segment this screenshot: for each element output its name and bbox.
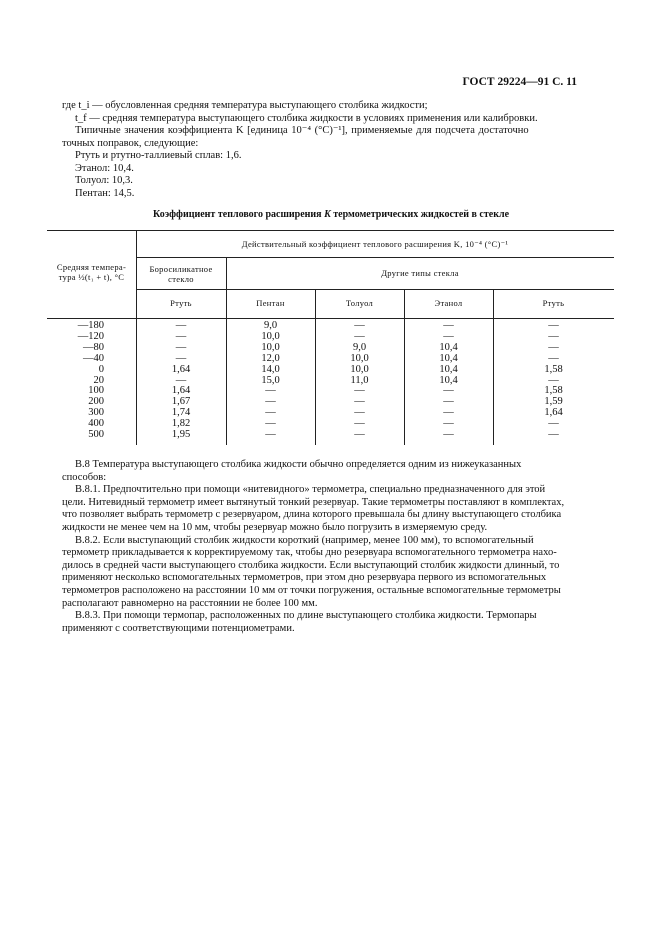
toluene-cell: — bbox=[354, 407, 365, 419]
intro-line-1: где t_i — обусловленная средняя температура выступающего столбика жидкости; bbox=[62, 100, 428, 111]
intro-block bbox=[62, 100, 600, 200]
mercury-other-cell: 1,58 bbox=[544, 363, 563, 375]
intro-value-4: Пентан: 14,5. bbox=[75, 187, 135, 199]
pentane-cell: — bbox=[265, 385, 276, 397]
para-b82-line-6: располагают равномерно на расстоянии не более 100 мм. bbox=[62, 597, 318, 609]
mercury-other-cell: 1,64 bbox=[544, 407, 563, 419]
temperature-cell: —80 bbox=[83, 341, 104, 353]
para-b81-line-3: что позволяет выбрать термометр с резервуаром, длина которого превышала бы длину выступающего столбика bbox=[62, 509, 562, 521]
table-rule-header-2 bbox=[136, 289, 614, 290]
ethanol-cell: — bbox=[443, 407, 454, 419]
mercury-other-cell: — bbox=[548, 330, 559, 342]
ethanol-cell: — bbox=[443, 429, 454, 440]
stub-header-line-1: Средняя темпера- bbox=[56, 262, 127, 272]
temperature-cell: —180 bbox=[77, 320, 104, 331]
col-header-toluene: Толуол bbox=[345, 298, 374, 308]
ethanol-cell: — bbox=[443, 385, 454, 397]
group-borosilicate-line-2: стекло bbox=[168, 274, 194, 284]
ethanol-cell: 10,4 bbox=[439, 374, 458, 386]
table-rule-top bbox=[47, 230, 614, 231]
table-rule-header-1 bbox=[136, 257, 614, 258]
mercury-boro-cell: 1,64 bbox=[171, 363, 191, 375]
stub-header bbox=[47, 262, 136, 282]
pentane-cell: 12,0 bbox=[261, 352, 280, 364]
expansion-table bbox=[47, 230, 614, 445]
para-b81-line-1: В.8.1. Предпочтительно при помощи «нитевидного» термометра, специально предназначенного для этой bbox=[75, 484, 546, 496]
toluene-cell: — bbox=[354, 330, 365, 342]
pentane-cell: — bbox=[265, 396, 276, 408]
mercury-other-cell: 1,58 bbox=[544, 385, 563, 397]
toluene-cell: — bbox=[354, 385, 365, 397]
stub-header-line-2: тура ½(t₁ + t), °C bbox=[58, 272, 125, 282]
ethanol-cell: — bbox=[443, 396, 454, 408]
mercury-boro-cell: 1,82 bbox=[171, 418, 191, 430]
table-rule-header-bottom bbox=[47, 318, 614, 319]
mercury-other-cell: — bbox=[548, 374, 559, 386]
intro-value-1: Ртуть и ртутно-таллиевый сплав: 1,6. bbox=[75, 150, 242, 161]
toluene-cell: — bbox=[354, 429, 365, 440]
mercury-other-cell: — bbox=[548, 341, 559, 353]
mercury-boro-cell: 1,67 bbox=[171, 396, 191, 408]
table-title-symbol: K bbox=[324, 209, 331, 220]
mercury-boro-cell: 1,64 bbox=[171, 385, 191, 397]
temperature-cell: 400 bbox=[88, 418, 104, 430]
mercury-boro-cell: 1,95 bbox=[171, 429, 191, 440]
mercury-other-cell: — bbox=[548, 429, 559, 440]
group-borosilicate-line-1: Боросиликатное bbox=[149, 264, 213, 274]
para-b8-line-1: В.8 Температура выступающего столбика жидкости обычно определяется одним из нижеуказанных bbox=[75, 459, 522, 470]
toluene-cell: 10,0 bbox=[350, 352, 369, 364]
para-b82-line-3: дилось в средней части выступающего столбика жидкости. Если выступающий столбик жидкости длинный, то bbox=[62, 559, 560, 571]
page-header: ГОСТ 29224—91 С. 11 bbox=[462, 76, 577, 88]
mercury-other-cell: — bbox=[548, 418, 559, 430]
intro-line-3: Типичные значения коэффициента K [единица 10⁻⁴ (°C)⁻¹], применяемые для подсчета достаточно bbox=[75, 125, 529, 136]
temperature-cell: 500 bbox=[88, 429, 104, 440]
para-b81-line-2: цели. Нитевидный термометр имеет вытянутый тонкий резервуар. Такие термометры поставляют в комплектах, bbox=[62, 496, 565, 508]
mercury-boro-cell: — bbox=[175, 320, 187, 331]
para-b82-line-5: термометров расположено на расстоянии 10 мм от точки погружения, остальные вспомогательные термометры bbox=[62, 584, 561, 596]
temperature-cell: 100 bbox=[88, 385, 104, 397]
mercury-boro-cell: 1,74 bbox=[171, 407, 191, 419]
temperature-cell: 200 bbox=[88, 396, 104, 408]
col-header-mercury-other: Ртуть bbox=[542, 298, 565, 308]
ethanol-cell: 10,4 bbox=[439, 352, 458, 364]
toluene-cell: — bbox=[354, 418, 365, 430]
para-b82-line-4: применяют несколько вспомогательных термометров, при этом дно резервуара первого из вспомогательных bbox=[62, 572, 547, 584]
toluene-cell: 9,0 bbox=[352, 341, 367, 353]
toluene-cell: 11,0 bbox=[350, 374, 369, 386]
ethanol-cell: 10,4 bbox=[439, 341, 458, 353]
ethanol-cell: — bbox=[443, 320, 454, 331]
temperature-cell: 0 bbox=[98, 363, 104, 375]
toluene-cell: — bbox=[354, 396, 365, 408]
temperature-cell: —120 bbox=[77, 330, 104, 342]
mercury-other-cell: — bbox=[548, 320, 559, 331]
col-header-pentane: Пентан bbox=[256, 298, 285, 308]
toluene-cell: — bbox=[354, 320, 365, 331]
pentane-cell: — bbox=[265, 407, 276, 419]
para-b8-line-2: способов: bbox=[62, 471, 107, 483]
pentane-cell: 10,0 bbox=[261, 330, 280, 342]
intro-value-3: Толуол: 10,3. bbox=[75, 175, 133, 186]
mercury-other-cell: — bbox=[548, 352, 559, 364]
intro-line-4: точных поправок, следующие: bbox=[62, 137, 199, 149]
mercury-boro-cell: — bbox=[175, 352, 187, 364]
ethanol-cell: 10,4 bbox=[439, 363, 458, 375]
ethanol-cell: — bbox=[443, 330, 454, 342]
para-b82-line-1: В.8.2. Если выступающий столбик жидкости короткий (например, менее 100 мм), то вспомогательный bbox=[75, 534, 534, 546]
para-b82-line-2: термометр прикладывается к корректируемому так, чтобы дно резервуара вспомогательного термометра нахо- bbox=[62, 547, 557, 559]
para-b83-line-2: применяют с соответствующими потенциометрами. bbox=[62, 622, 295, 634]
table-title-part-1: Коэффициент теплового расширения bbox=[152, 209, 325, 220]
para-b83-line-1: В.8.3. При помощи термопар, расположенных по длине выступающего столбика жидкости. Термопары bbox=[75, 610, 537, 622]
top-header: Действительный коэффициент теплового расширения K, 10⁻⁴ (°C)⁻¹ bbox=[241, 239, 509, 249]
temperature-cell: 20 bbox=[93, 374, 104, 386]
intro-value-2: Этанол: 10,4. bbox=[75, 162, 134, 174]
group-header-other: Другие типы стекла bbox=[381, 268, 459, 278]
table-title-part-2: термометрических жидкостей в стекле bbox=[330, 209, 510, 220]
ethanol-cell: — bbox=[443, 418, 454, 430]
intro-line-2: t_f — средняя температура выступающего столбика жидкости в условиях применения или калибровки. bbox=[75, 112, 538, 124]
mercury-boro-cell: — bbox=[175, 341, 187, 353]
table-title bbox=[62, 209, 600, 220]
col-header-ethanol: Этанол bbox=[434, 298, 463, 308]
mercury-boro-cell: — bbox=[175, 330, 187, 342]
mercury-other-cell: 1,59 bbox=[544, 396, 563, 408]
para-b81-line-4: жидкости не менее чем на 10 мм, чтобы резервуар можно было погрузить в измеряемую среду. bbox=[62, 521, 488, 533]
body-text bbox=[62, 459, 600, 635]
pentane-cell: 10,0 bbox=[261, 341, 280, 353]
group-header-borosilicate bbox=[136, 264, 226, 284]
pentane-cell: — bbox=[265, 429, 276, 440]
toluene-cell: 10,0 bbox=[350, 363, 369, 375]
col-header-mercury-boro: Ртуть bbox=[170, 298, 192, 308]
temperature-cell: 300 bbox=[88, 407, 104, 419]
pentane-cell: 15,0 bbox=[261, 374, 280, 386]
pentane-cell: 14,0 bbox=[261, 363, 280, 375]
pentane-cell: — bbox=[265, 418, 276, 430]
mercury-boro-cell: — bbox=[175, 374, 187, 386]
temperature-cell: —40 bbox=[83, 352, 104, 364]
pentane-cell: 9,0 bbox=[263, 320, 278, 331]
